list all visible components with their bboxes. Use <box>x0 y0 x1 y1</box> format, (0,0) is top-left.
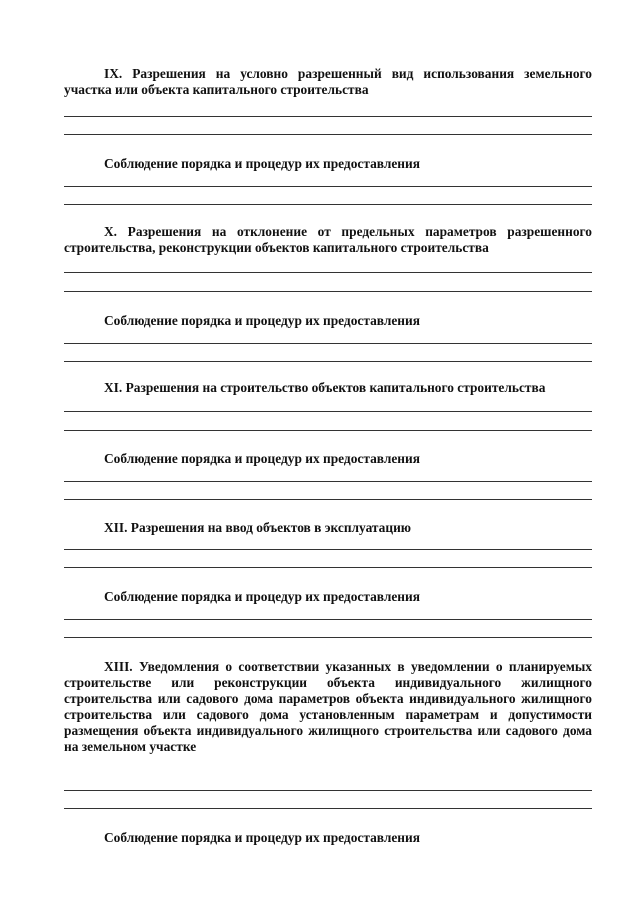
blank-line <box>64 291 592 292</box>
section-ix-heading: IX. Разрешения на условно разрешенный вид использования земельного участка или объекта капитального строительства <box>64 66 592 97</box>
blank-line <box>64 272 592 273</box>
blank-line <box>64 637 592 638</box>
blank-line <box>64 790 592 791</box>
blank-line <box>64 549 592 550</box>
section-xiii-heading: XIII. Уведомления о соответствии указанных в уведомлении о планируемых строительстве или реконструкции объекта индивидуального жилищного строительства или садового дома параметров объекта индивидуального жилищного строительства или садового дома установленным параметрам и допустимости размещения объекта индивидуального жилищного строительства или садового дома на земельном участке <box>64 659 592 754</box>
section-xii-heading: XII. Разрешения на ввод объектов в эксплуатацию <box>104 520 412 535</box>
blank-line <box>64 567 592 568</box>
section-x-compliance: Соблюдение порядка и процедур их предоставления <box>104 313 420 328</box>
section-xi-heading: XI. Разрешения на строительство объектов капитального строительства <box>104 380 546 395</box>
blank-line <box>64 204 592 205</box>
section-x-heading: X. Разрешения на отклонение от предельных параметров разрешенного строительства, реконструкции объектов капитального строительства <box>64 224 592 255</box>
blank-line <box>64 499 592 500</box>
blank-line <box>64 619 592 620</box>
blank-line <box>64 411 592 412</box>
section-ix-compliance: Соблюдение порядка и процедур их предоставления <box>104 156 420 171</box>
blank-line <box>64 343 592 344</box>
blank-line <box>64 134 592 135</box>
section-xii-compliance: Соблюдение порядка и процедур их предоставления <box>104 589 420 604</box>
blank-line <box>64 430 592 431</box>
blank-line <box>64 186 592 187</box>
blank-line <box>64 481 592 482</box>
blank-line <box>64 808 592 809</box>
blank-line <box>64 361 592 362</box>
section-xiii-compliance: Соблюдение порядка и процедур их предоставления <box>104 830 420 845</box>
blank-line <box>64 116 592 117</box>
section-xi-compliance: Соблюдение порядка и процедур их предоставления <box>104 451 420 466</box>
